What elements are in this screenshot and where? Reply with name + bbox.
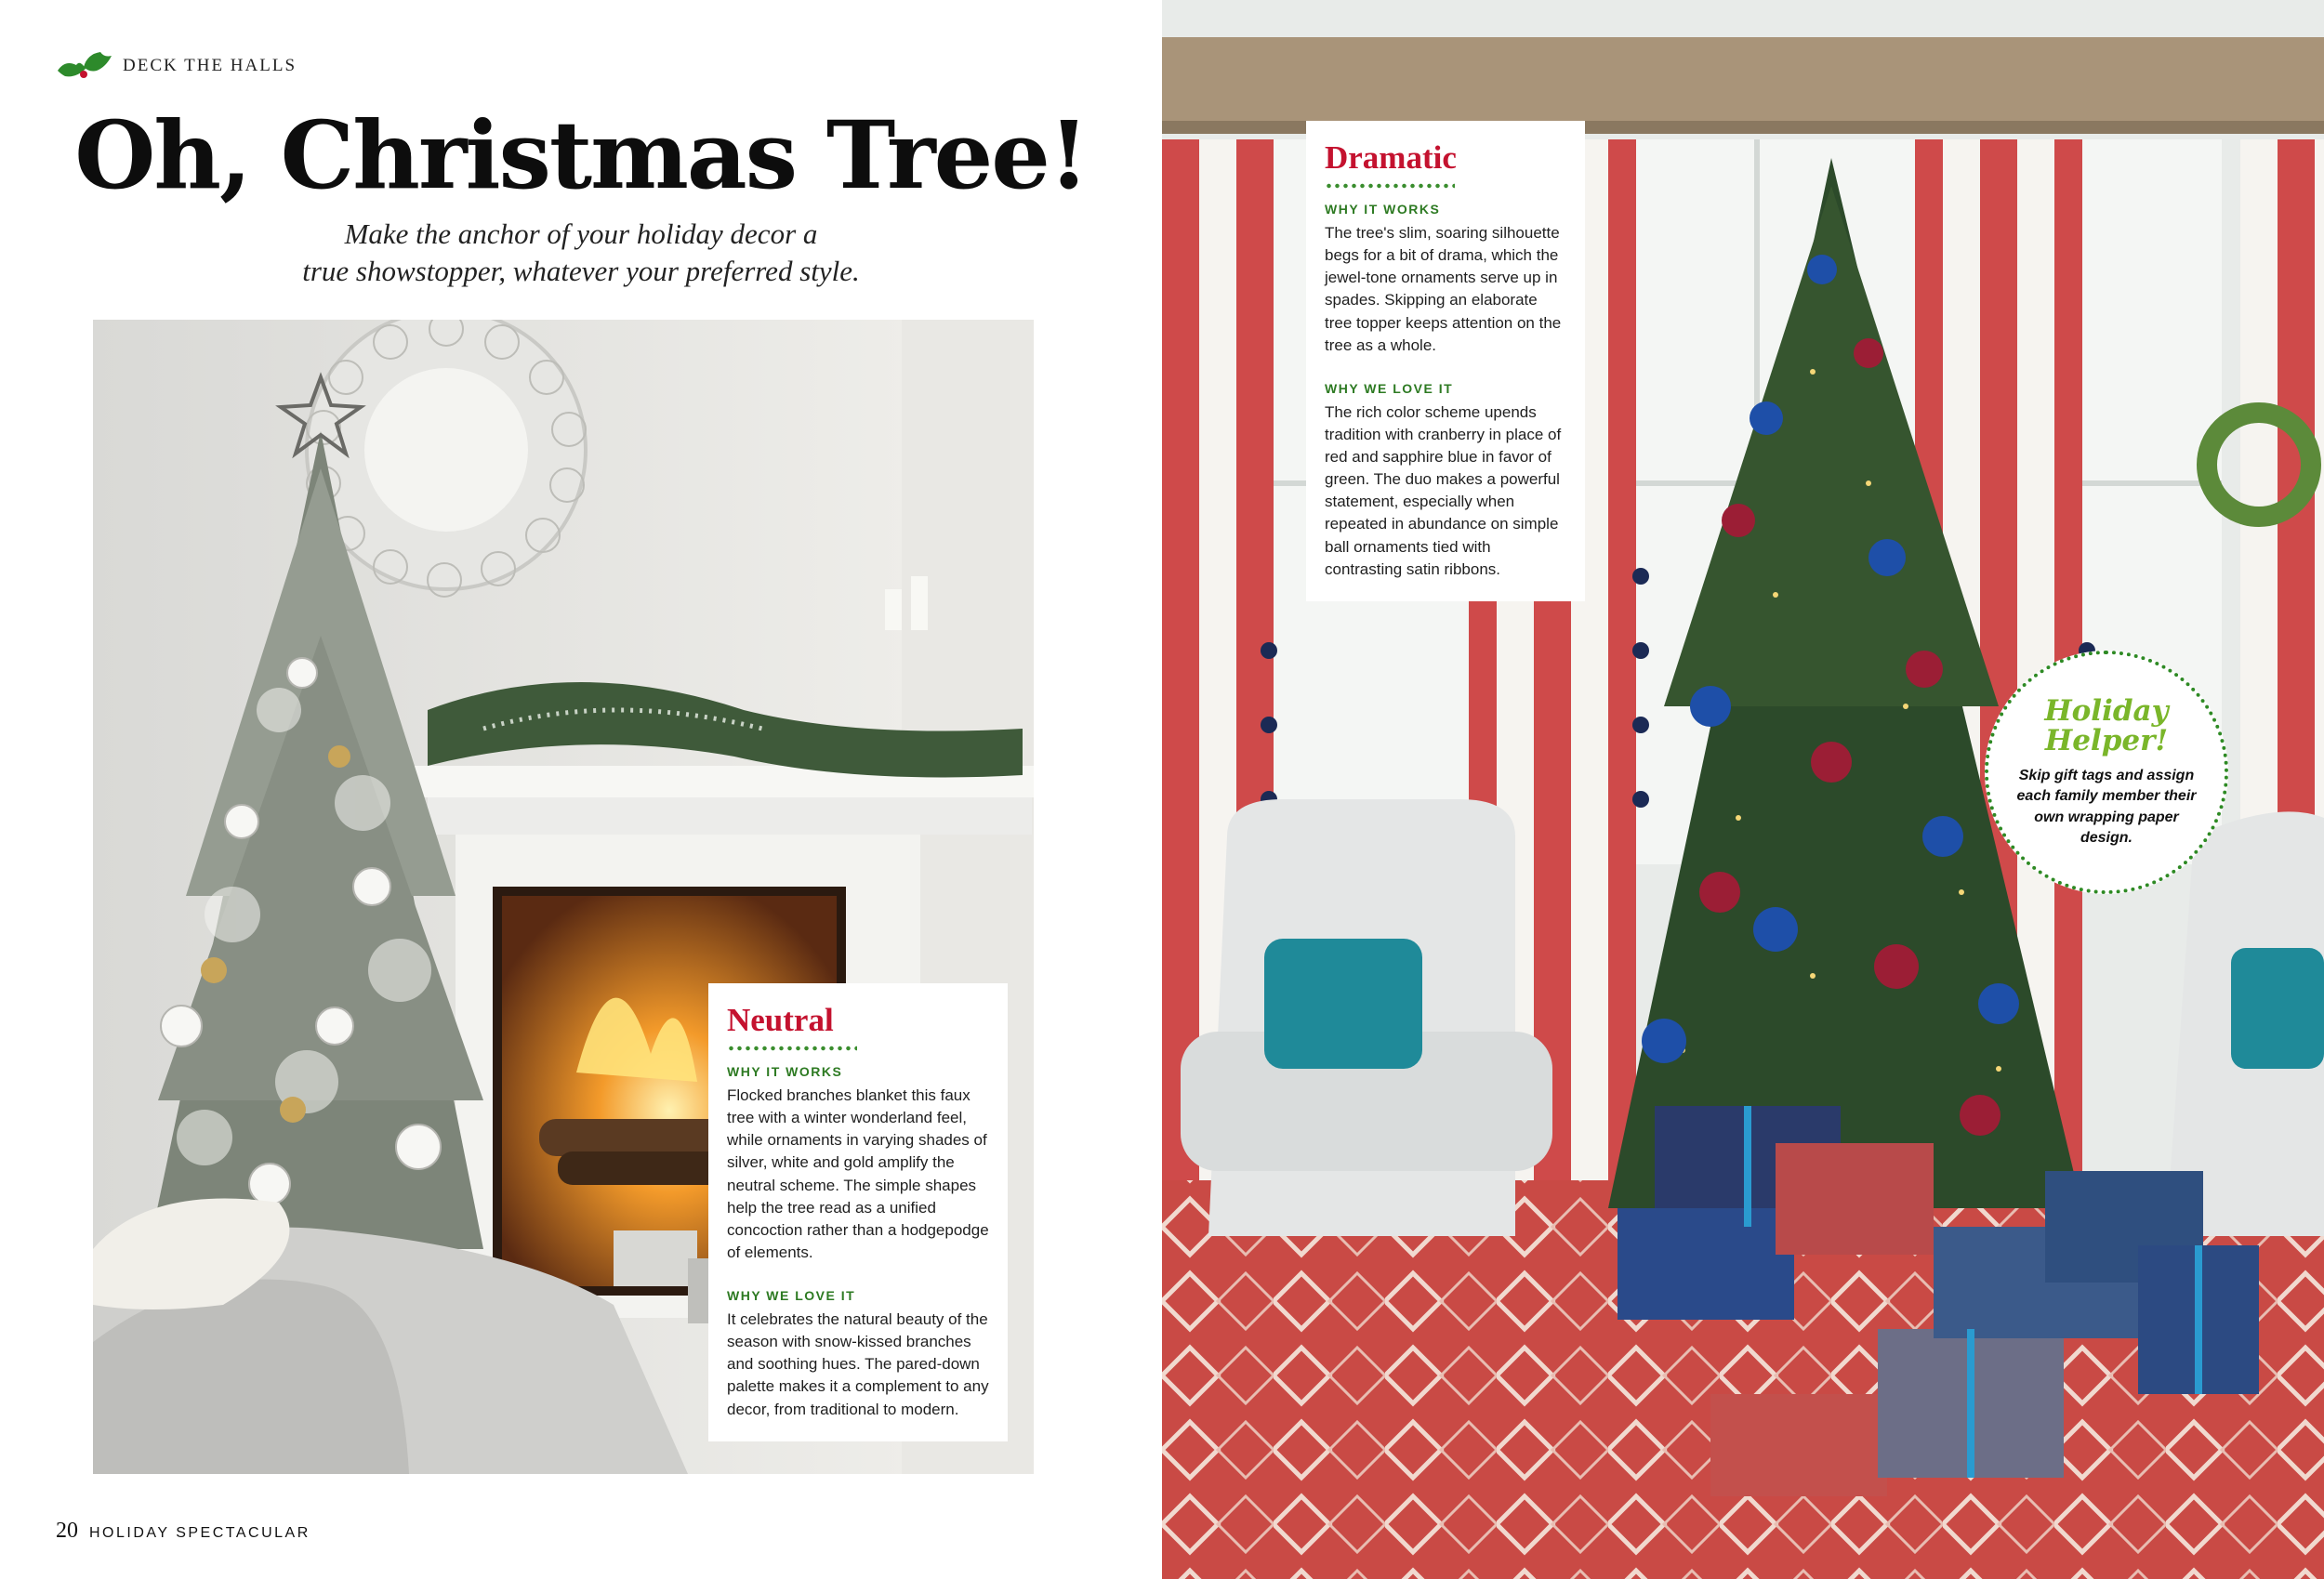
dotted-divider: [1325, 183, 1455, 189]
section-title: DECK THE HALLS: [123, 56, 297, 75]
holly-icon: [56, 48, 113, 84]
publication-name: HOLIDAY SPECTACULAR: [89, 1525, 310, 1541]
why-we-love-it-text: The rich color scheme upends tradition with cranberry in place of red and sapphire blue in favor of green. The duo makes a powerful statement, especially when repeated in abundance on simple ball ornaments tied with contrasting satin ribbons.: [1325, 402, 1562, 578]
dramatic-heading: Dramatic: [1325, 139, 1457, 176]
why-we-love-it-label: WHY WE LOVE IT: [1325, 380, 1454, 396]
right-page: [1162, 0, 2324, 1579]
holiday-helper-badge: [1985, 651, 2228, 894]
dramatic-info-box: [1306, 121, 1585, 601]
page-subtitle: [0, 216, 1162, 291]
helper-text: Skip gift tags and assign each family member their own wrapping paper design.: [2016, 767, 2197, 846]
helper-title-line-2: Helper!: [2044, 724, 2169, 758]
dotted-divider: [727, 1046, 857, 1051]
section-label: [56, 48, 297, 84]
why-it-works-text: Flocked branches blanket this faux tree with a winter wonderland feel, while ornaments in varying shades of silver, white and gold amplify the neutral scheme. The simple shapes help the tree read as a unified concoction rather than a hodgepodge of elements.: [727, 1086, 989, 1261]
helper-title-line-1: Holiday: [2044, 693, 2169, 728]
subtitle-line-2: true showstopper, whatever your preferred style.: [302, 255, 860, 288]
why-it-works-label: WHY IT WORKS: [727, 1064, 843, 1079]
subtitle-line-1: Make the anchor of your holiday decor a: [344, 217, 818, 250]
why-it-works-label: WHY IT WORKS: [1325, 202, 1441, 217]
page-title: Oh, Christmas Tree!: [74, 100, 1088, 210]
helper-title: [2044, 693, 2169, 758]
neutral-heading: Neutral: [727, 1002, 834, 1038]
why-it-works-text: The tree's slim, soaring silhouette begs for a bit of drama, which the jewel-tone ornaments serve up in spades. Skipping an elaborate tree topper keeps attention on the tree as a whole.: [1325, 224, 1562, 354]
page-number: 20: [56, 1519, 78, 1543]
page-footer: [56, 1519, 310, 1544]
neutral-info-box: [708, 983, 1008, 1441]
why-we-love-it-label: WHY WE LOVE IT: [727, 1288, 856, 1303]
why-we-love-it-text: It celebrates the natural beauty of the season with snow-kissed branches and soothing hues. The pared-down palette makes it a complement to any decor, from traditional to modern.: [727, 1310, 989, 1418]
